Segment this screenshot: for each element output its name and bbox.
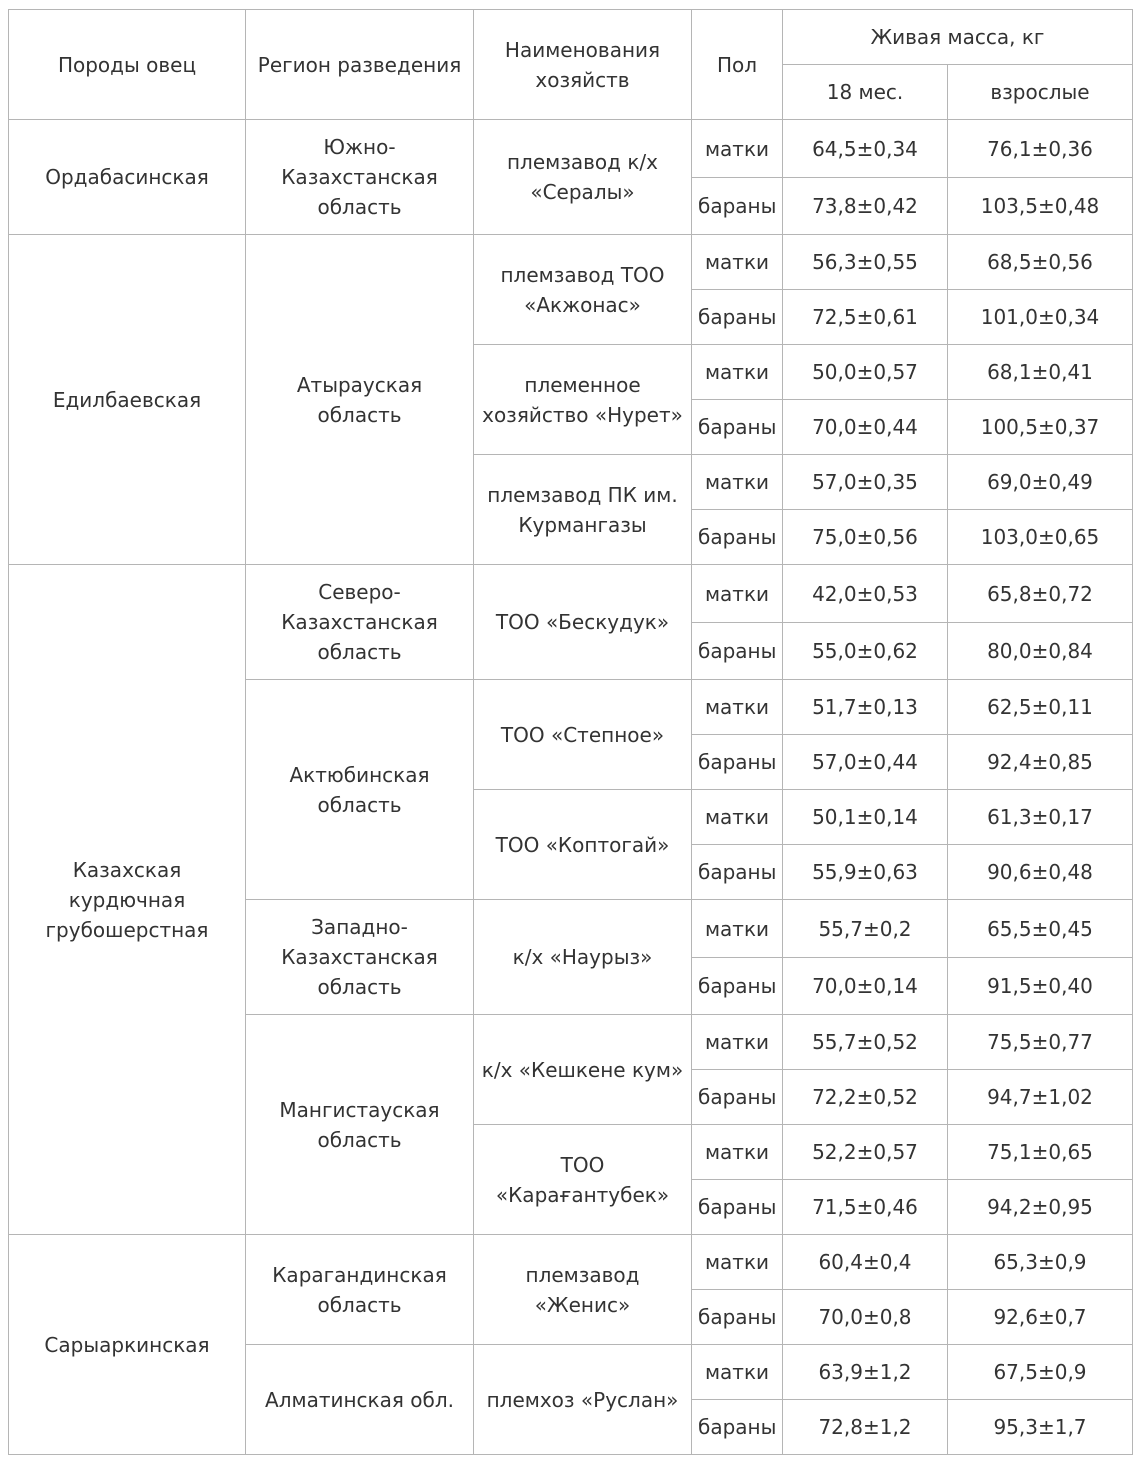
cell-sex: бараны	[692, 845, 783, 900]
cell-sex: матки	[692, 345, 783, 400]
cell-mass-18-months: 72,5±0,61	[783, 290, 948, 345]
cell-farm: племзавод ТОО «Акжонас»	[474, 235, 692, 345]
cell-mass-18-months: 55,0±0,62	[783, 623, 948, 680]
cell-mass-adult: 103,0±0,65	[948, 510, 1133, 565]
cell-farm: племенное хозяйство «Нурет»	[474, 345, 692, 455]
cell-mass-adult: 75,1±0,65	[948, 1125, 1133, 1180]
cell-sex: бараны	[692, 958, 783, 1015]
cell-mass-adult: 103,5±0,48	[948, 178, 1133, 235]
cell-mass-adult: 68,1±0,41	[948, 345, 1133, 400]
cell-sex: бараны	[692, 623, 783, 680]
cell-region: Северо-Казахстанская область	[246, 565, 474, 680]
cell-mass-18-months: 55,7±0,52	[783, 1015, 948, 1070]
cell-farm: племзавод к/х «Сералы»	[474, 120, 692, 235]
cell-region: Карагандинская область	[246, 1235, 474, 1345]
cell-mass-18-months: 70,0±0,44	[783, 400, 948, 455]
header-age-18-months: 18 мес.	[783, 65, 948, 120]
cell-sex: матки	[692, 680, 783, 735]
cell-mass-adult: 75,5±0,77	[948, 1015, 1133, 1070]
cell-sex: матки	[692, 120, 783, 178]
cell-breed: Ордабасинская	[9, 120, 246, 235]
cell-mass-adult: 65,5±0,45	[948, 900, 1133, 958]
cell-sex: матки	[692, 1125, 783, 1180]
cell-mass-18-months: 57,0±0,44	[783, 735, 948, 790]
cell-mass-18-months: 63,9±1,2	[783, 1345, 948, 1400]
cell-farm: племхоз «Руслан»	[474, 1345, 692, 1455]
cell-mass-adult: 91,5±0,40	[948, 958, 1133, 1015]
table-body	[9, 120, 1133, 1455]
cell-mass-18-months: 55,9±0,63	[783, 845, 948, 900]
cell-farm: к/х «Наурыз»	[474, 900, 692, 1015]
cell-mass-adult: 62,5±0,11	[948, 680, 1133, 735]
cell-breed: Казахская курдючная грубошерстная	[9, 565, 246, 1235]
cell-mass-adult: 92,4±0,85	[948, 735, 1133, 790]
cell-sex: бараны	[692, 290, 783, 345]
cell-mass-adult: 94,7±1,02	[948, 1070, 1133, 1125]
cell-mass-18-months: 51,7±0,13	[783, 680, 948, 735]
cell-mass-adult: 76,1±0,36	[948, 120, 1133, 178]
cell-breed: Сарыаркинская	[9, 1235, 246, 1455]
cell-farm: ТОО «Коптогай»	[474, 790, 692, 900]
cell-mass-18-months: 60,4±0,4	[783, 1235, 948, 1290]
cell-sex: матки	[692, 1235, 783, 1290]
cell-mass-18-months: 73,8±0,42	[783, 178, 948, 235]
cell-mass-adult: 92,6±0,7	[948, 1290, 1133, 1345]
cell-farm: ТОО «Бескудук»	[474, 565, 692, 680]
cell-mass-18-months: 55,7±0,2	[783, 900, 948, 958]
cell-mass-18-months: 72,2±0,52	[783, 1070, 948, 1125]
cell-sex: бараны	[692, 1180, 783, 1235]
cell-mass-18-months: 57,0±0,35	[783, 455, 948, 510]
cell-mass-18-months: 72,8±1,2	[783, 1400, 948, 1455]
cell-mass-18-months: 70,0±0,14	[783, 958, 948, 1015]
header-breed: Породы овец	[9, 10, 246, 120]
cell-region: Актюбинская область	[246, 680, 474, 900]
cell-sex: матки	[692, 1015, 783, 1070]
cell-mass-adult: 90,6±0,48	[948, 845, 1133, 900]
cell-mass-18-months: 42,0±0,53	[783, 565, 948, 623]
cell-mass-adult: 80,0±0,84	[948, 623, 1133, 680]
cell-region: Атырауская область	[246, 235, 474, 565]
cell-region: Алматинская обл.	[246, 1345, 474, 1455]
table-head	[9, 10, 1133, 120]
table-row	[9, 1235, 1133, 1290]
cell-sex: матки	[692, 235, 783, 290]
cell-sex: матки	[692, 565, 783, 623]
cell-sex: бараны	[692, 178, 783, 235]
cell-mass-adult: 95,3±1,7	[948, 1400, 1133, 1455]
cell-mass-adult: 68,5±0,56	[948, 235, 1133, 290]
cell-sex: бараны	[692, 735, 783, 790]
cell-sex: матки	[692, 900, 783, 958]
cell-region: Мангистауская область	[246, 1015, 474, 1235]
cell-mass-18-months: 71,5±0,46	[783, 1180, 948, 1235]
cell-mass-adult: 94,2±0,95	[948, 1180, 1133, 1235]
cell-mass-18-months: 70,0±0,8	[783, 1290, 948, 1345]
cell-mass-adult: 69,0±0,49	[948, 455, 1133, 510]
header-live-mass: Живая масса, кг	[783, 10, 1133, 65]
cell-sex: матки	[692, 1345, 783, 1400]
cell-farm: ТОО «Карағантубек»	[474, 1125, 692, 1235]
cell-sex: бараны	[692, 1400, 783, 1455]
sheep-live-weight-table	[8, 9, 1133, 1455]
cell-sex: бараны	[692, 1290, 783, 1345]
cell-sex: матки	[692, 790, 783, 845]
header-sex: Пол	[692, 10, 783, 120]
header-adult: взрослые	[948, 65, 1133, 120]
cell-mass-adult: 61,3±0,17	[948, 790, 1133, 845]
cell-sex: бараны	[692, 1070, 783, 1125]
cell-farm: племзавод «Женис»	[474, 1235, 692, 1345]
cell-farm: племзавод ПК им. Курмангазы	[474, 455, 692, 565]
cell-farm: к/х «Кешкене кум»	[474, 1015, 692, 1125]
cell-sex: бараны	[692, 510, 783, 565]
cell-mass-18-months: 50,1±0,14	[783, 790, 948, 845]
cell-region: Западно-Казахстанская область	[246, 900, 474, 1015]
cell-mass-adult: 65,8±0,72	[948, 565, 1133, 623]
cell-farm: ТОО «Степное»	[474, 680, 692, 790]
header-region: Регион разведения	[246, 10, 474, 120]
cell-mass-18-months: 56,3±0,55	[783, 235, 948, 290]
cell-mass-adult: 67,5±0,9	[948, 1345, 1133, 1400]
cell-mass-adult: 65,3±0,9	[948, 1235, 1133, 1290]
cell-mass-18-months: 64,5±0,34	[783, 120, 948, 178]
cell-mass-18-months: 52,2±0,57	[783, 1125, 948, 1180]
cell-mass-adult: 100,5±0,37	[948, 400, 1133, 455]
table-row	[9, 120, 1133, 178]
table-row	[9, 565, 1133, 623]
table-row	[9, 235, 1133, 290]
cell-sex: матки	[692, 455, 783, 510]
cell-mass-18-months: 50,0±0,57	[783, 345, 948, 400]
cell-mass-18-months: 75,0±0,56	[783, 510, 948, 565]
header-farm: Наименования хозяйств	[474, 10, 692, 120]
cell-breed: Едилбаевская	[9, 235, 246, 565]
cell-region: Южно-Казахстанская область	[246, 120, 474, 235]
cell-mass-adult: 101,0±0,34	[948, 290, 1133, 345]
cell-sex: бараны	[692, 400, 783, 455]
